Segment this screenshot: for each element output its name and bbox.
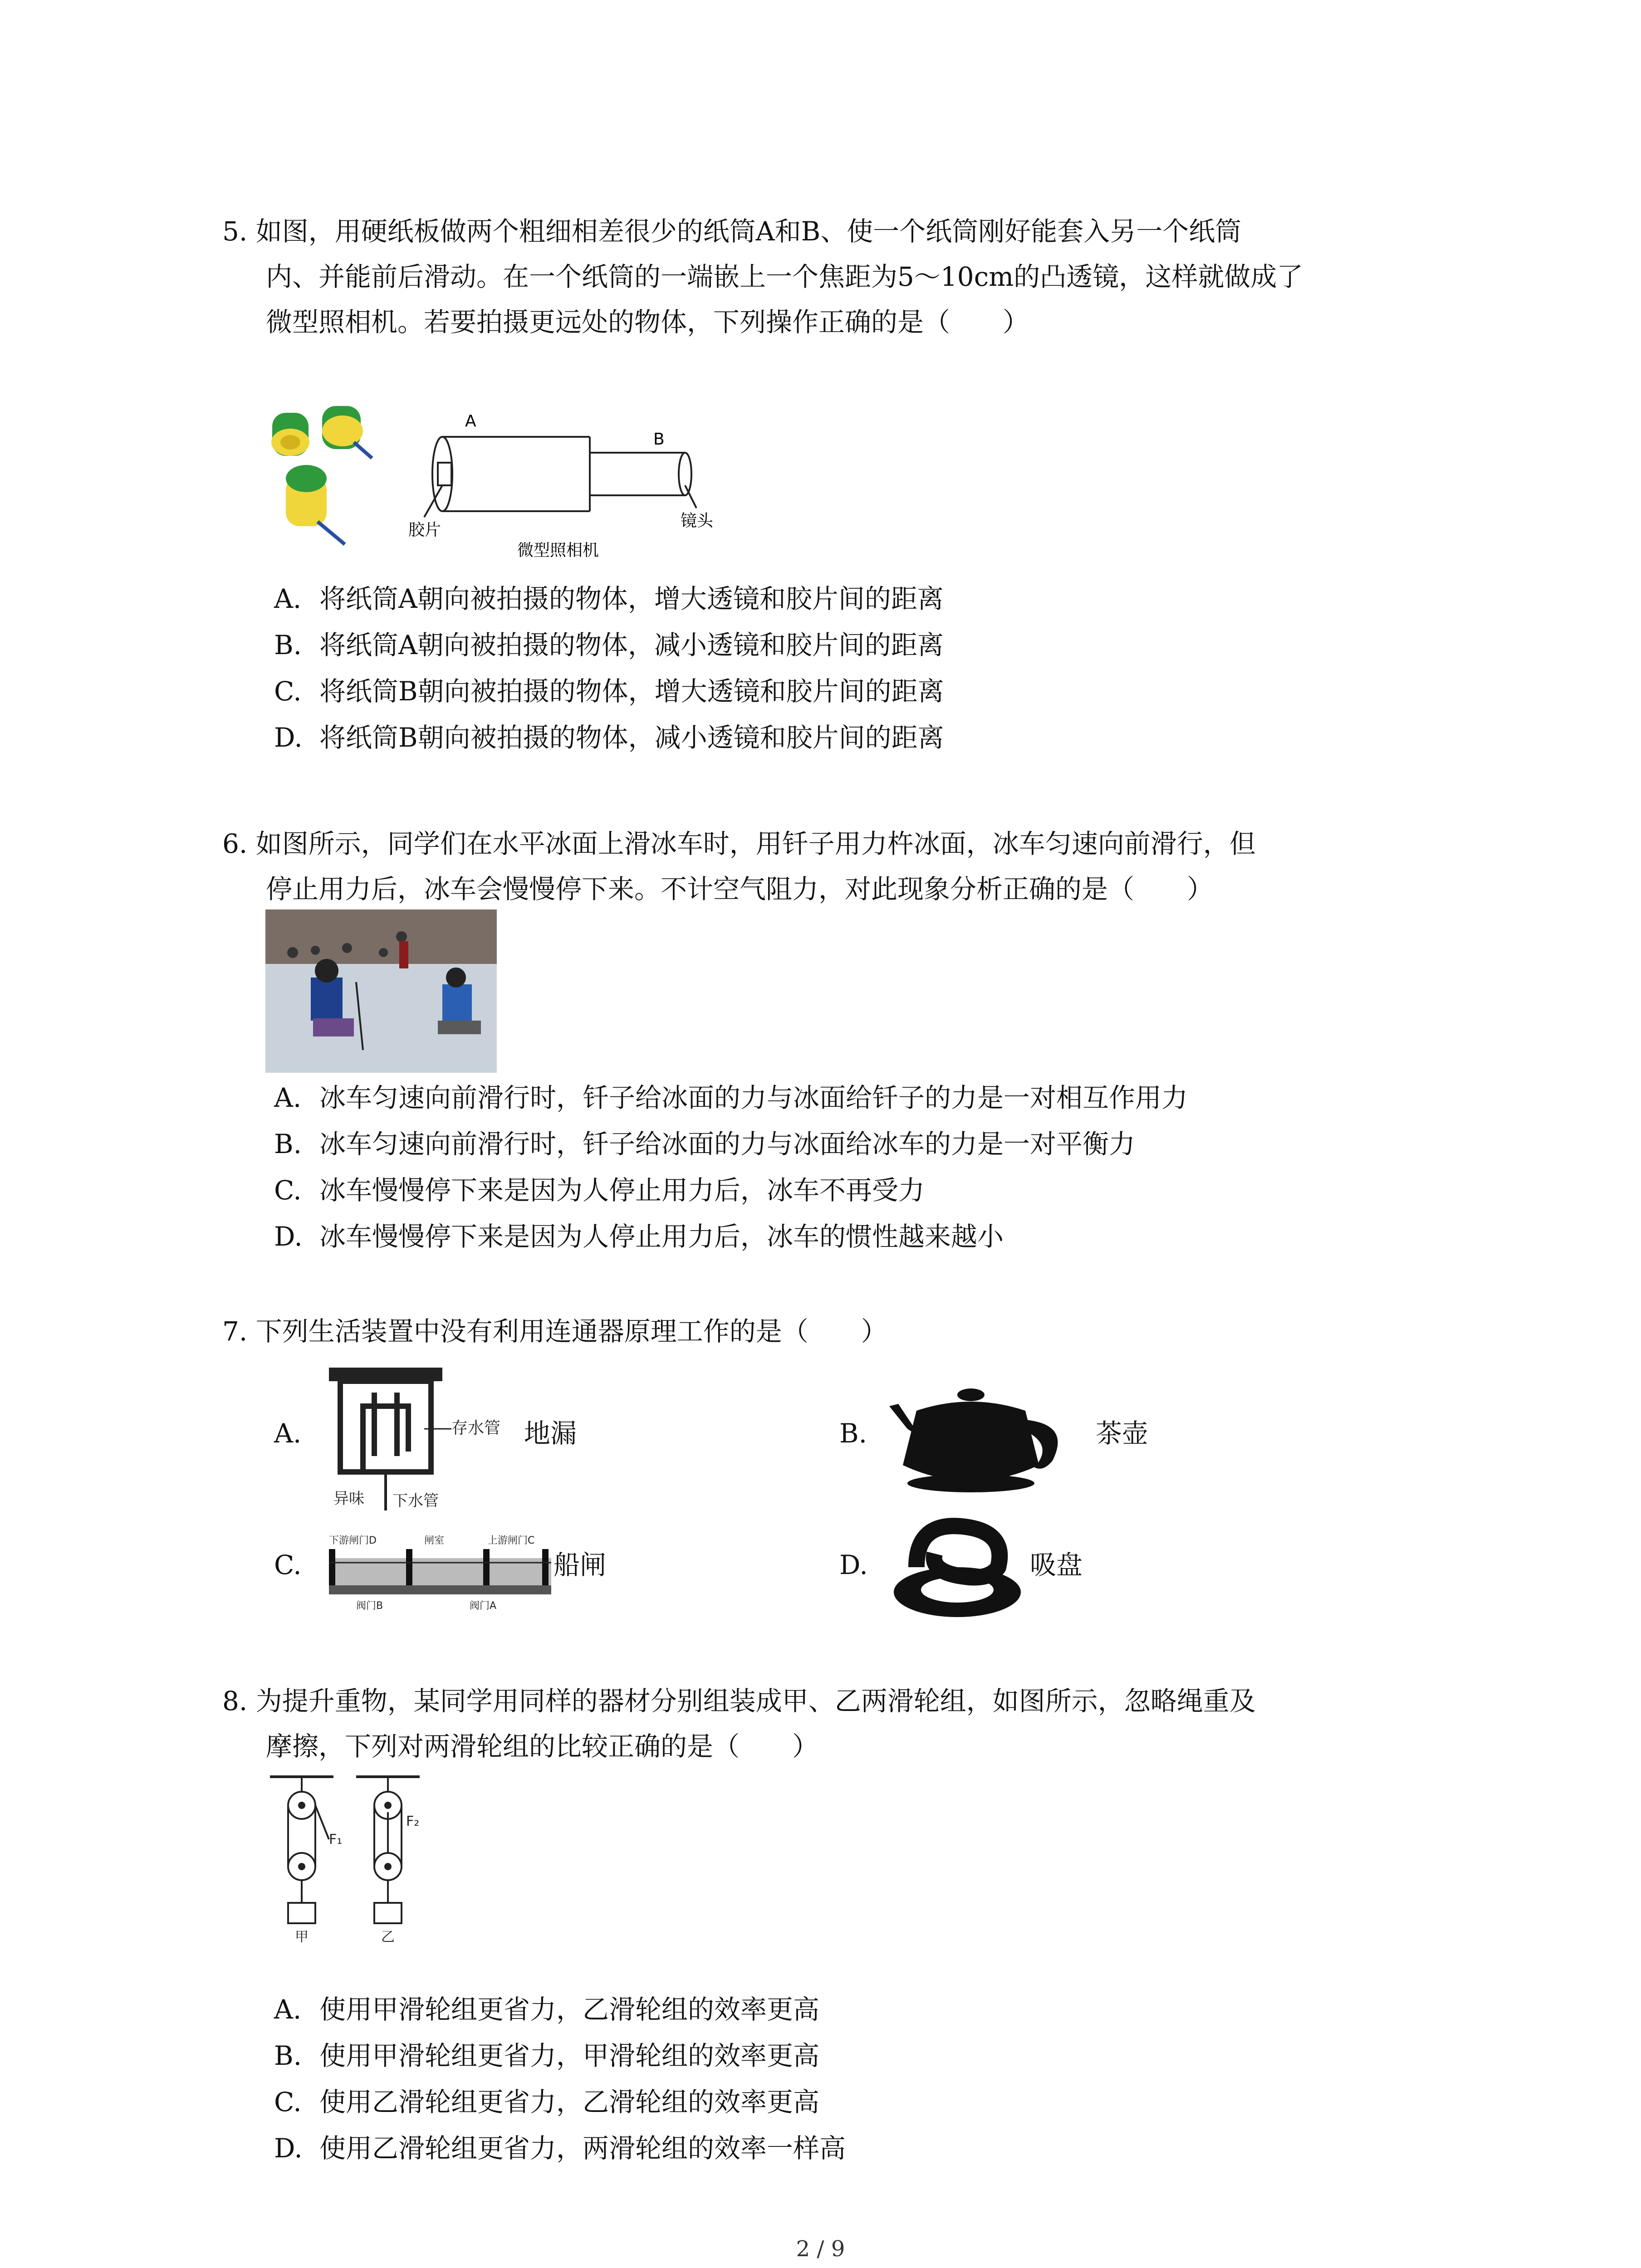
q7-option-d[interactable]: D. — [839, 1549, 868, 1580]
question-8-line-2: 摩擦，下列对两滑轮组的比较正确的是（ ） — [266, 1731, 819, 1762]
q5-option-d[interactable]: D. 将纸筒B朝向被拍摄的物体，减小透镜和胶片间的距离 — [274, 722, 944, 753]
jia-label: 甲 — [295, 1929, 309, 1945]
q5-option-a[interactable]: A. 将纸筒A朝向被拍摄的物体，增大透镜和胶片间的距离 — [274, 583, 944, 614]
question-5 — [222, 209, 1474, 345]
q6-option-d[interactable]: D. 冰车慢慢停下来是因为人停止用力后，冰车的惯性越来越小 — [274, 1221, 1004, 1252]
teapot-figure — [889, 1374, 1098, 1501]
teapot-label: 茶壶 — [1096, 1418, 1149, 1449]
storage-pipe-label: 存水管 — [451, 1419, 501, 1437]
force-f1-label: F₁ — [329, 1832, 343, 1848]
paper-tubes-photo — [271, 406, 372, 544]
downstream-gate-label: 下游闸门D — [329, 1535, 377, 1546]
question-8 — [222, 1678, 1474, 1769]
floor-drain-label: 地漏 — [524, 1418, 577, 1449]
odor-label: 异味 — [333, 1490, 364, 1508]
q7-option-b[interactable]: B. — [839, 1418, 867, 1449]
lock-chamber-label: 闸室 — [424, 1535, 445, 1546]
figure-caption: 微型照相机 — [517, 541, 599, 560]
q8-option-c[interactable]: C. 使用乙滑轮组更省力，乙滑轮组的效率更高 — [274, 2087, 820, 2117]
suction-cup-figure — [889, 1513, 1034, 1626]
page-number: 2 / 9 — [796, 2236, 845, 2262]
question-7 — [222, 1309, 1474, 1354]
pulley-system-jia — [270, 1777, 333, 1923]
q5-option-b[interactable]: B. 将纸筒A朝向被拍摄的物体，减小透镜和胶片间的距离 — [274, 630, 944, 660]
camera-tube-figure — [263, 399, 744, 567]
pulley-blocks-figure — [265, 1771, 456, 1980]
q6-option-a[interactable]: A. 冰车匀速向前滑行时，钎子给冰面的力与冰面给钎子的力是一对相互作用力 — [274, 1082, 1188, 1113]
q8-option-a[interactable]: A. 使用甲滑轮组更省力，乙滑轮组的效率更高 — [274, 1994, 820, 2025]
film-label: 胶片 — [408, 521, 441, 539]
pulley-system-yi — [356, 1777, 420, 1923]
ice-sled-photo — [265, 909, 497, 1073]
upstream-gate-label: 上游闸门C — [488, 1535, 535, 1546]
floor-drain-figure — [320, 1365, 519, 1515]
q8-option-b[interactable]: B. 使用甲滑轮组更省力，甲滑轮组的效率更高 — [274, 2040, 820, 2071]
question-6 — [222, 821, 1474, 912]
tube-b-label: B — [653, 430, 665, 449]
valve-a-label: 阀门A — [470, 1600, 497, 1612]
question-5-line-2: 内、并能前后滑动。在一个纸筒的一端嵌上一个焦距为5～10cm的凸透镜，这样就做成了 — [266, 261, 1303, 292]
q6-option-c[interactable]: C. 冰车慢慢停下来是因为人停止用力后，冰车不再受力 — [274, 1175, 925, 1206]
question-6-line-1: 6. 如图所示，同学们在水平冰面上滑冰车时，用钎子用力杵冰面，冰车匀速向前滑行，但 — [222, 828, 1256, 859]
lens-label: 镜头 — [681, 512, 714, 530]
force-f2-label: F₂ — [406, 1813, 420, 1829]
ship-lock-label: 船闸 — [554, 1549, 607, 1580]
question-8-line-1: 8. 为提升重物，某同学用同样的器材分别组装成甲、乙两滑轮组，如图所示，忽略绳重及 — [222, 1686, 1256, 1716]
q8-option-d[interactable]: D. 使用乙滑轮组更省力，两滑轮组的效率一样高 — [274, 2133, 846, 2164]
q6-option-b[interactable]: B. 冰车匀速向前滑行时，钎子给冰面的力与冰面给冰车的力是一对平衡力 — [274, 1129, 1136, 1159]
q5-option-c[interactable]: C. 将纸筒B朝向被拍摄的物体，增大透镜和胶片间的距离 — [274, 676, 944, 707]
question-5-line-3: 微型照相机。若要拍摄更远处的物体，下列操作正确的是（ ） — [266, 307, 1029, 337]
drain-pipe-label: 下水管 — [392, 1492, 439, 1510]
tube-a-label: A — [465, 412, 476, 430]
q7-option-a[interactable]: A. — [274, 1418, 302, 1449]
question-6-line-2: 停止用力后，冰车会慢慢停下来。不计空气阻力，对此现象分析正确的是（ ） — [266, 874, 1214, 904]
question-7-line-1: 7. 下列生活装置中没有利用连通器原理工作的是（ ） — [222, 1316, 887, 1347]
ship-lock-figure — [320, 1531, 556, 1613]
yi-label: 乙 — [381, 1929, 395, 1945]
camera-diagram — [424, 437, 696, 517]
question-5-line-1: 5. 如图，用硬纸板做两个粗细相差很少的纸筒A和B、使一个纸筒刚好能套入另一个纸筒 — [222, 216, 1242, 247]
suction-cup-label: 吸盘 — [1030, 1549, 1083, 1580]
valve-b-label: 阀门B — [356, 1600, 383, 1612]
q7-option-c[interactable]: C. — [274, 1549, 302, 1580]
